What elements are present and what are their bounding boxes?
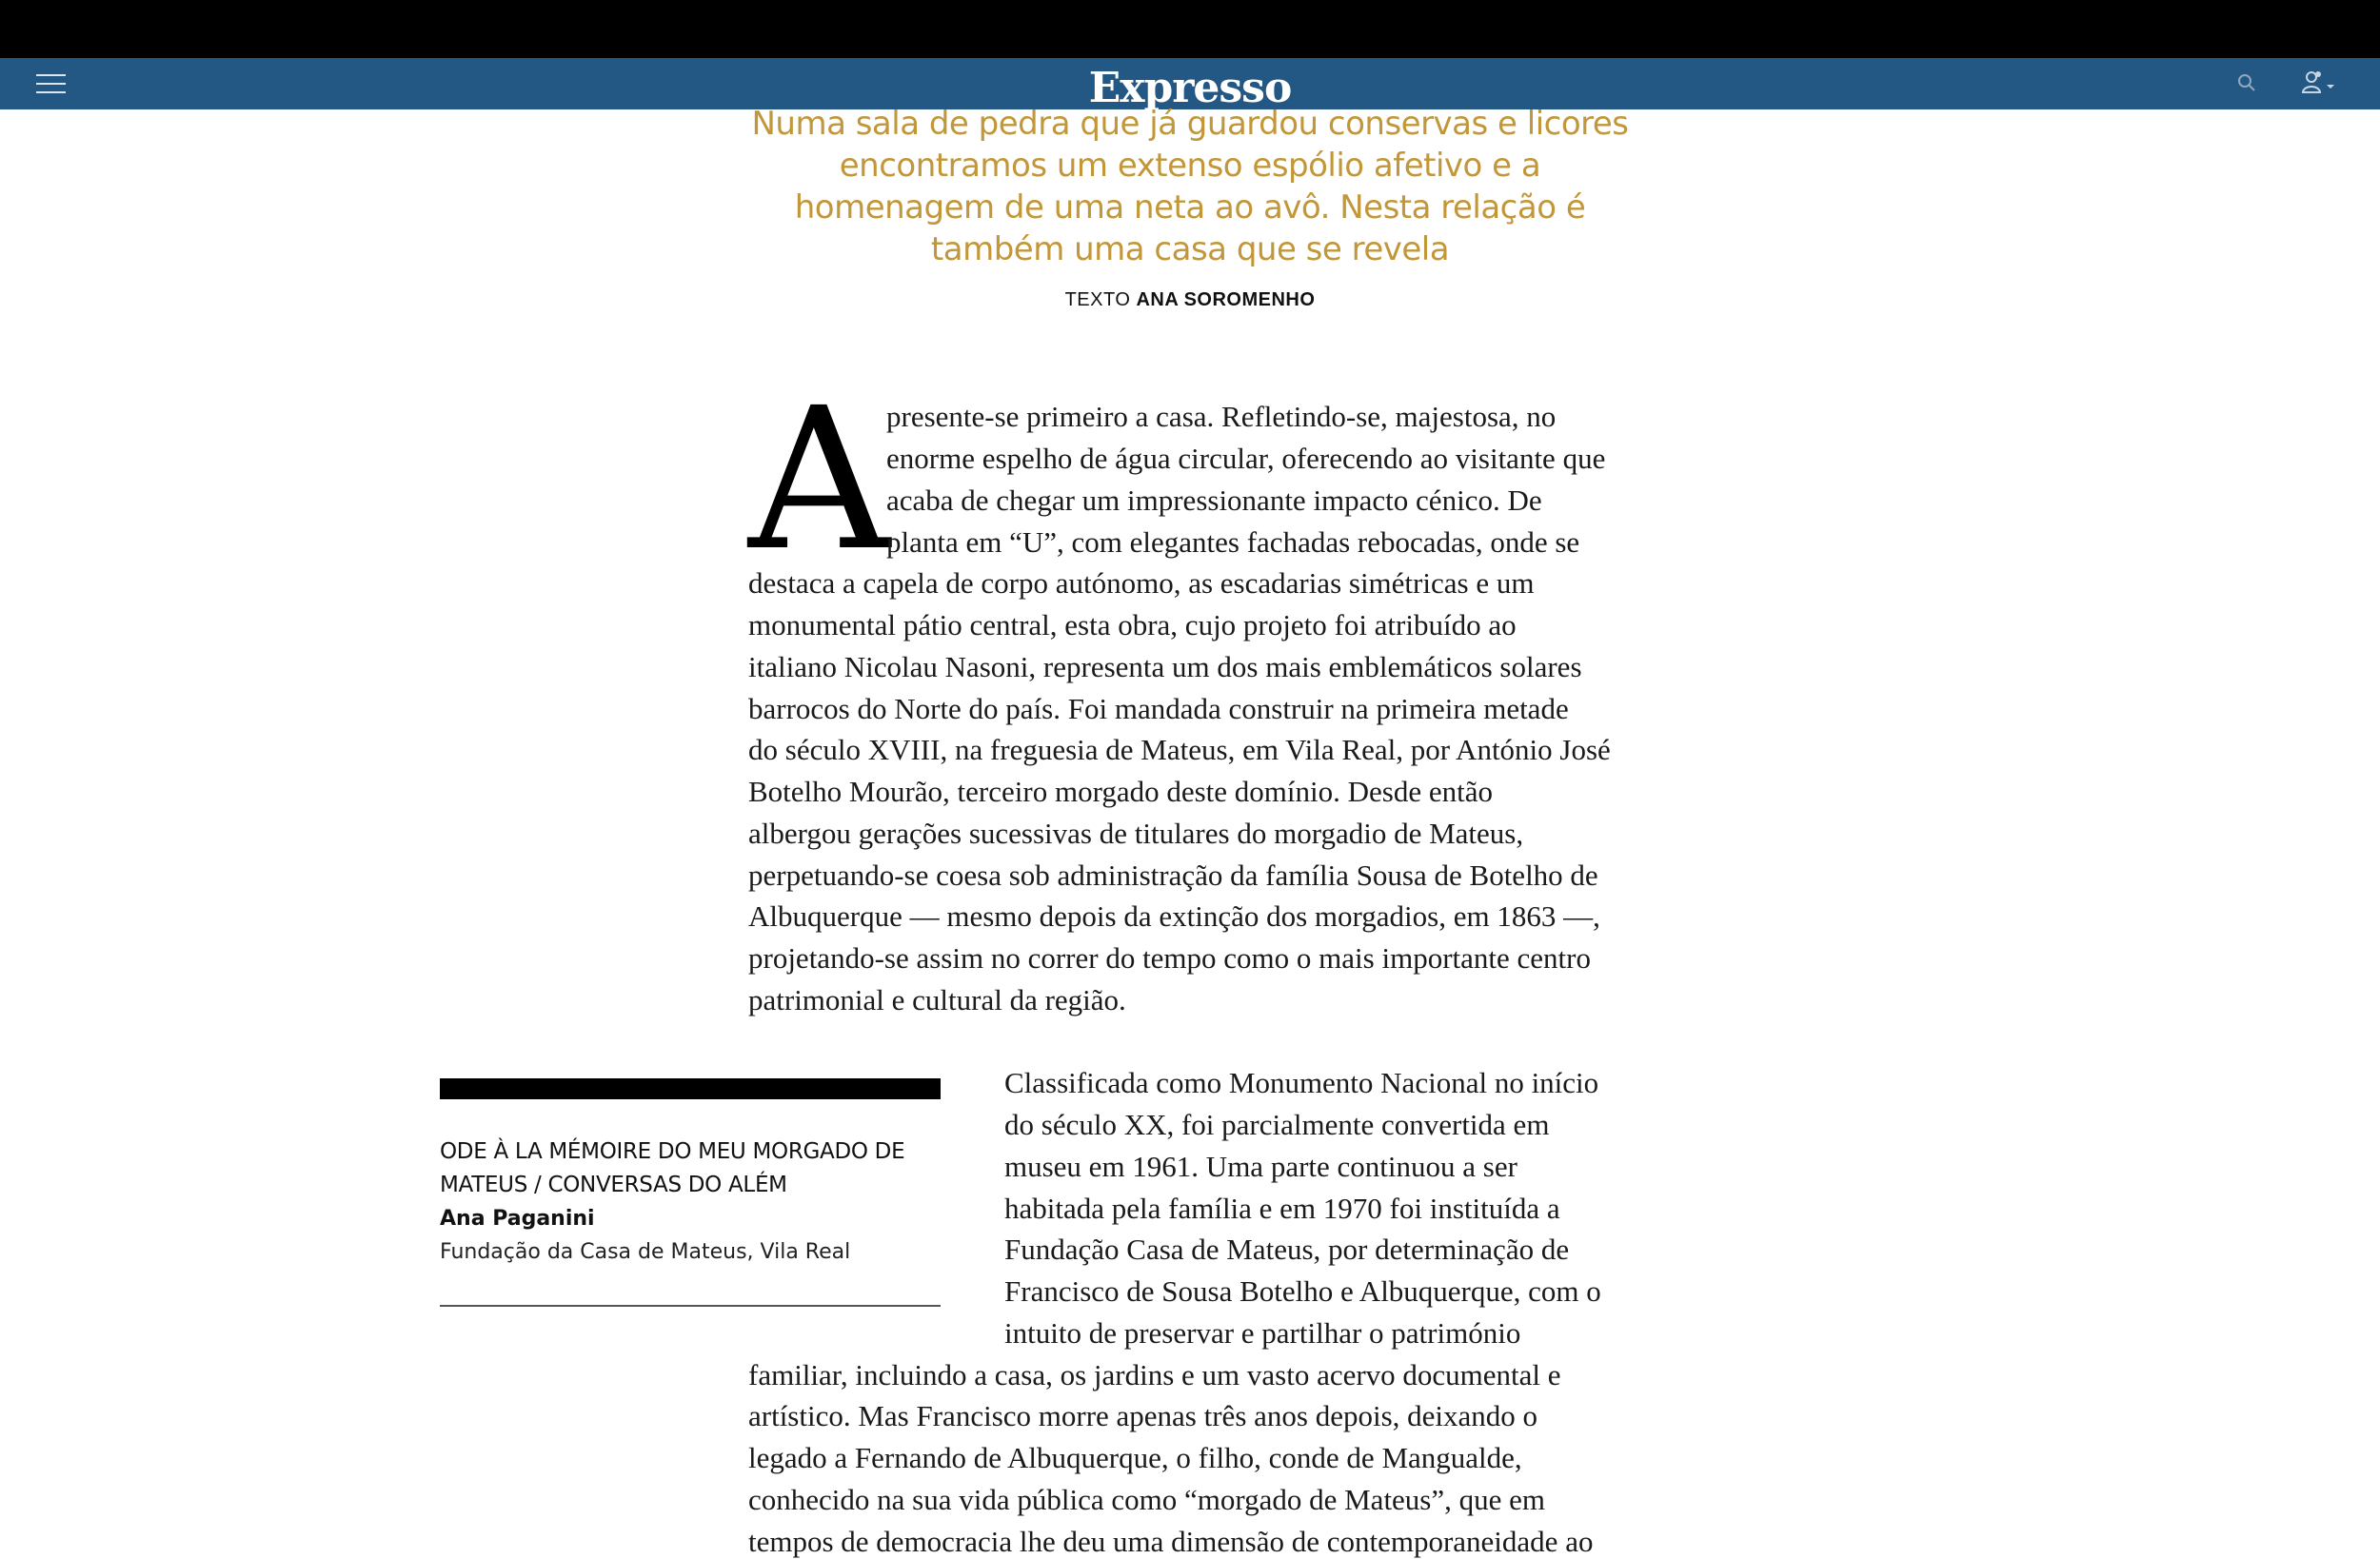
drop-cap: A: [748, 365, 890, 594]
paragraph-line: Francisco de Sousa Botelho e Albuquerque, com o: [1004, 1274, 1601, 1308]
paragraph-line: monumental pátio central, esta obra, cujo projeto foi atribuído ao: [748, 608, 1517, 641]
article-standfirst: Numa sala de pedra que já guardou conservas e licores encontramos um extenso espólio afetivo e a homenagem de uma neta ao avô. Nesta relação é também uma casa que se revela: [751, 105, 1629, 268]
paragraph-line: intuito de preservar e partilhar o património: [1004, 1316, 1521, 1350]
paragraph-line: legado a Fernando de Albuquerque, o filho, conde de Mangualde,: [748, 1441, 1522, 1474]
exhibition-author: Ana Paganini: [440, 1207, 595, 1231]
info-box-bar: [440, 1078, 941, 1099]
info-box-divider: [440, 1305, 941, 1307]
window-top-bar: [0, 0, 2380, 58]
byline-prefix: TEXTO: [1064, 289, 1131, 310]
paragraph-line: do século XX, foi parcialmente convertida em: [1004, 1108, 1550, 1141]
hamburger-icon[interactable]: [36, 71, 66, 96]
paragraph-line: destaca a capela de corpo autónomo, as escadarias simétricas e um: [748, 566, 1535, 600]
paragraph-line: Fundação Casa de Mateus, por determinação de: [1004, 1233, 1570, 1266]
paragraph-line: barrocos do Norte do país. Foi mandada construir na primeira metade: [748, 692, 1569, 725]
user-icon[interactable]: [2300, 69, 2340, 96]
article-byline: [904, 289, 1476, 311]
paragraph-line: museu em 1961. Uma parte continuou a ser: [1004, 1150, 1517, 1183]
paragraph-line: planta em “U”, com elegantes fachadas rebocadas, onde se: [886, 525, 1580, 559]
exhibition-info-box: [440, 1078, 941, 1307]
paragraph-line: habitada pela família e em 1970 foi instituída a: [1004, 1192, 1560, 1225]
paragraph-line: Classificada como Monumento Nacional no início: [1004, 1066, 1599, 1099]
paragraph-line: artístico. Mas Francisco morre apenas três anos depois, deixando o: [748, 1399, 1538, 1432]
paragraph-line: do século XVIII, na freguesia de Mateus, em Vila Real, por António José: [748, 733, 1611, 766]
paragraph-line: acaba de chegar um impressionante impacto cénico. De: [886, 483, 1542, 517]
exhibition-venue: Fundação da Casa de Mateus, Vila Real: [440, 1240, 851, 1264]
exhibition-title: ODE À LA MÉMOIRE DO MEU MORGADO DE MATEUS / CONVERSAS DO ALÉM: [440, 1139, 905, 1197]
paragraph-line: Botelho Mourão, terceiro morgado deste domínio. Desde então: [748, 775, 1493, 808]
paragraph-line: conhecido na sua vida pública como “morgado de Mateus”, que em: [748, 1483, 1546, 1516]
paragraph-line: patrimonial e cultural da região.: [748, 983, 1126, 1016]
paragraph-line: Albuquerque — mesmo depois da extinção dos morgadios, em 1863 —,: [748, 899, 1600, 933]
paragraph-line: perpetuando-se coesa sob administração da família Sousa de Botelho de: [748, 858, 1598, 892]
paragraph-line: albergou gerações sucessivas de titulares do morgadio de Mateus,: [748, 817, 1524, 850]
paragraph-line: italiano Nicolau Nasoni, representa um dos mais emblemáticos solares: [748, 650, 1582, 683]
site-header: [0, 58, 2380, 112]
paragraph-line: presente-se primeiro a casa. Refletindo-se, majestosa, no: [886, 400, 1557, 433]
search-icon[interactable]: [2235, 71, 2258, 94]
site-logo[interactable]: Expresso: [1088, 64, 1292, 112]
paragraph-line: tempos de democracia lhe deu uma dimensão de contemporaneidade ao: [748, 1525, 1594, 1558]
paragraph-line: familiar, incluindo a casa, os jardins e um vasto acervo documental e: [748, 1358, 1561, 1391]
paragraph-line: projetando-se assim no correr do tempo como o mais importante centro: [748, 941, 1591, 975]
byline-author[interactable]: ANA SOROMENHO: [1136, 289, 1316, 310]
paragraph-line: enorme espelho de água circular, oferecendo ao visitante que: [886, 442, 1606, 475]
